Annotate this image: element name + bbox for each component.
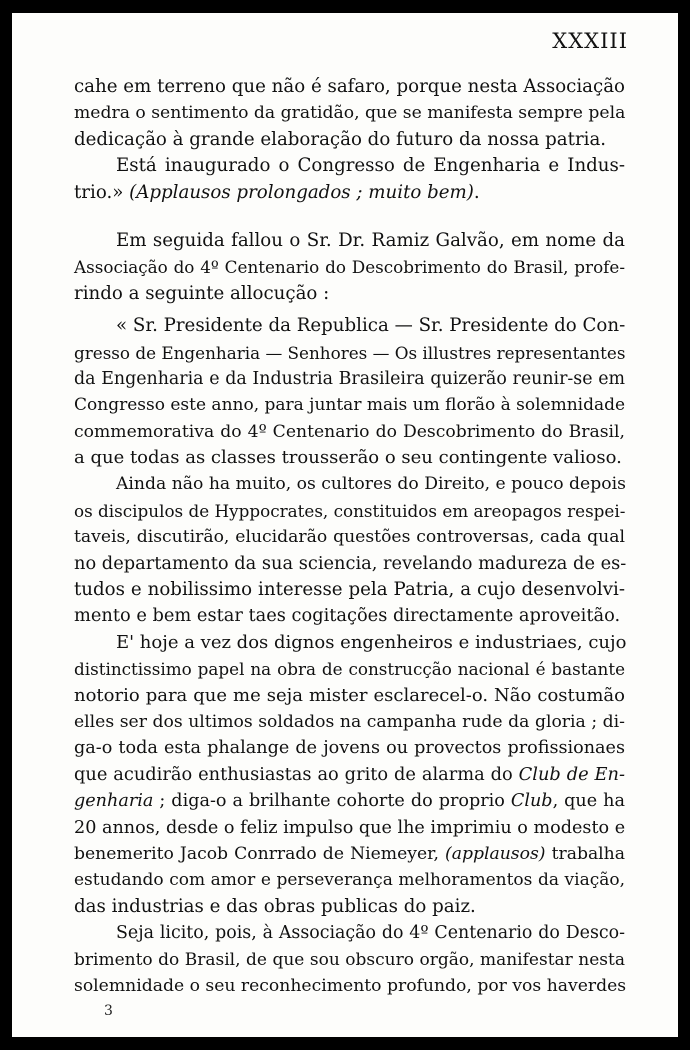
text-line: distinctissimo papel na obra de construcção nacional é bastante [74,659,625,680]
text-line: Em seguida fallou o Sr. Dr. Ramiz Galvão, em nome da [116,229,625,251]
text-line: notorio para que me seja mister esclarecel-o. Não costumão [74,684,625,706]
book-page [12,13,678,1037]
text-line: 20 annos, desde o feliz impulso que lhe imprimiu o modesto e [74,817,626,838]
body-text [74,74,625,999]
text-line: medra o sentimento da gratidão, que se manifesta sempre pela [74,103,626,124]
signature-mark: 3 [104,1003,113,1019]
text-line: tudos e nobilissimo interesse pela Patria, a cujo desenvolvi- [74,579,625,601]
text-line: Associação do 4º Centenario do Descobrimento do Brasil, profe- [74,257,625,278]
text-line: gresso de Engenharia — Senhores — Os illustres representantes [74,342,626,363]
page-number-roman: XXXIII [552,29,628,53]
text-line-with-italic: benemerito Jacob Conrrado de Niemeyer, (applausos) trabalha [74,843,626,864]
text-line: Está inaugurado o Congresso de Engenharia e Indus- [116,155,625,177]
text-line: os discipulos de Hyppocrates, constituidos em areopagos respei- [74,500,626,521]
text-line: ga-o toda esta phalange de jovens ou provectos profissionaes [74,738,625,759]
text-line: « Sr. Presidente da Republica — Sr. Presidente do Con- [116,315,626,337]
text-line: dedicação à grande elaboração do futuro da nossa patria. [74,128,607,150]
text-line-with-italic: trio.» (Applausos prolongados ; muito bem). [74,181,480,203]
text-line: no departamento da sua sciencia, revelando madureza de es- [74,552,627,574]
text-line: estudando com amor e perseverança melhoramentos da viação, [74,870,625,891]
text-line: das industrias e das obras publicas do paiz. [74,895,476,917]
text-line-with-italic: genharia ; diga-o a brilhante cohorte do proprio Club, que ha [74,791,626,812]
text-line: solemnidade o seu reconhecimento profundo, por vos haverdes [74,975,627,996]
text-line: brimento do Brasil, de que sou obscuro orgão, manifestar nesta [74,949,625,970]
text-line: Ainda não ha muito, os cultores do Direito, e pouco depois [116,474,626,495]
text-line: rindo a seguinte allocução : [74,282,330,304]
text-line: taveis, discutirão, elucidarão questões controversas, cada qual [74,527,625,548]
text-line-with-italic: que acudirão enthusiastas ao grito de alarma do Club de En- [74,763,625,785]
text-line: Congresso este anno, para juntar mais um florão à solemnidade [74,395,626,416]
paragraph-spacer [74,206,625,228]
text-line: da Engenharia e da Industria Brasileira quizerão reunir-se em [74,368,625,389]
text-line: mento e bem estar taes cogitações directamente aproveitão. [74,605,621,627]
text-line: commemorativa do 4º Centenario do Descobrimento do Brasil, [74,421,625,442]
text-line: E' hoje a vez dos dignos engenheiros e industriaes, cujo [116,631,627,653]
text-line: a que todas as classes trousserão o seu contingente valioso. [74,447,622,469]
text-line: Seja licito, pois, à Associação do 4º Centenario do Desco- [116,923,625,944]
text-line: elles ser dos ultimos soldados na campanha rude da gloria ; di- [74,711,625,732]
text-line: cahe em terreno que não é safaro, porque nesta Associação [74,76,625,97]
